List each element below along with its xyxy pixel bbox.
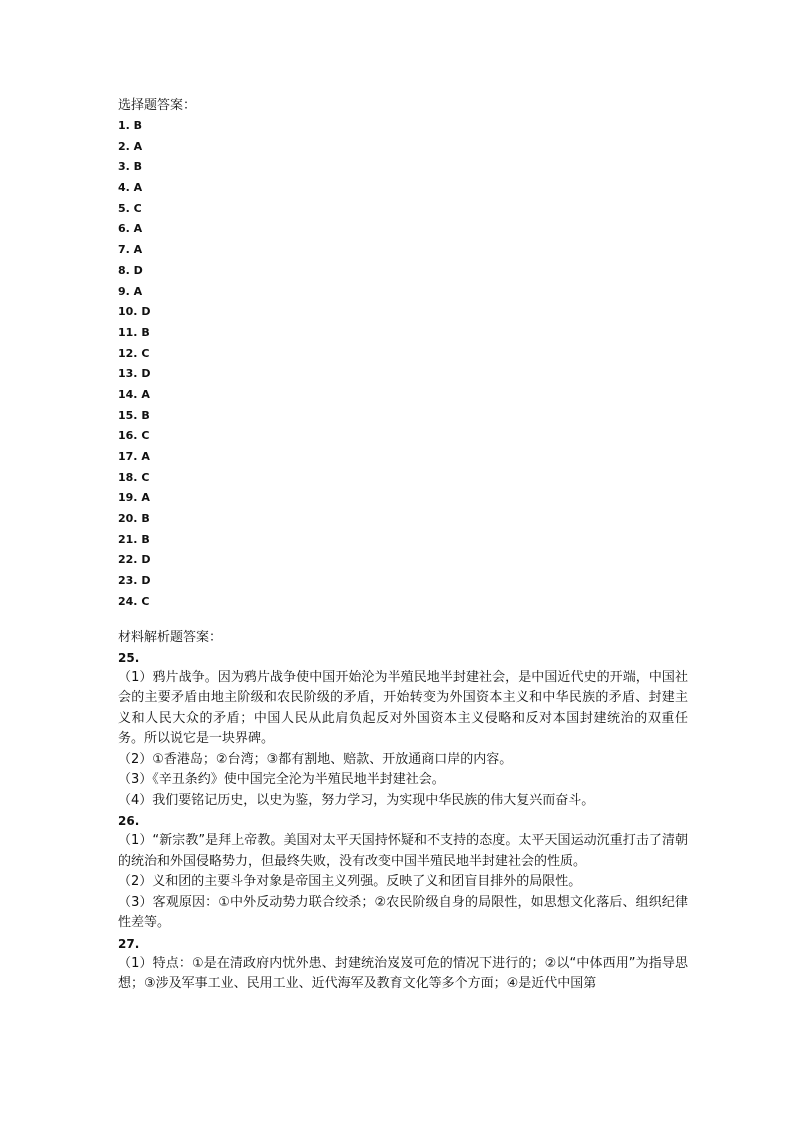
answer-item: 22. D <box>118 553 151 567</box>
answer-item: 16. C <box>118 429 150 443</box>
answer-paragraph: （4）我们要铭记历史，以史为鉴，努力学习，为实现中华民族的伟大复兴而奋斗。 <box>118 792 595 808</box>
question-number: 27. <box>118 936 140 951</box>
material-answers-heading: 材料解析题答案： <box>118 629 223 645</box>
answer-item: 17. A <box>118 450 150 463</box>
answer-item: 12. C <box>118 346 150 360</box>
mc-answers-heading: 选择题答案： <box>118 98 197 113</box>
answer-item: 24. C <box>118 594 150 608</box>
section-gap <box>118 613 688 628</box>
question-number: 26. <box>118 814 140 828</box>
answer-paragraph: （1）鸦片战争。因为鸦片战争使中国开始沦为半殖民地半封建社会，是中国近代史的开端，中国社会的主要矛盾由地主阶级和农民阶级的矛盾，开始转变为外国资本主义和中华民族的矛盾、封建主义和人民大众的矛盾；中国人民从此肩负起反对外国资本主义侵略和反对本国封建统治的双重任务。所以说它是一块界碑。 <box>118 669 688 746</box>
answer-item: 9. A <box>118 284 143 298</box>
answer-item: 4. A <box>118 181 143 195</box>
question-number: 25. <box>118 650 140 665</box>
answer-item: 3. B <box>118 160 143 174</box>
answer-item: 6. A <box>118 222 143 236</box>
answer-item: 10. D <box>118 305 151 319</box>
answer-item: 21. B <box>118 532 150 546</box>
answer-item: 11. B <box>118 325 150 339</box>
material-question-list <box>118 648 688 995</box>
answer-item: 20. B <box>118 512 150 526</box>
answer-item: 14. A <box>118 387 150 401</box>
answer-paragraph: （1）特点：①是在清政府内忧外患、封建统治岌岌可危的情况下进行的；②以“中体西用”为指导思想；③涉及军事工业、民用工业、近代海军及教育文化等多个方面；④是近代中国第 <box>118 955 688 991</box>
mc-answer-list <box>118 116 688 613</box>
answer-item: 8. D <box>118 263 143 277</box>
answer-item: 5. C <box>118 201 142 215</box>
answer-paragraph: （3）《辛丑条约》使中国完全沦为半殖民地半封建社会。 <box>118 772 445 787</box>
answer-paragraph: （2）①香港岛；②台湾；③都有割地、赔款、开放通商口岸的内容。 <box>118 751 513 767</box>
answer-paragraph: （3）客观原因：①中外反动势力联合绞杀；②农民阶级自身的局限性，如思想文化落后、组织纪律性差等。 <box>118 894 688 930</box>
answer-document <box>118 96 688 995</box>
answer-paragraph: （1）“新宗教”是拜上帝教。美国对太平天国持怀疑和不支持的态度。太平天国运动沉重打击了清朝的统治和外国侵略势力，但最终失败，没有改变中国半殖民地半封建社会的性质。 <box>118 833 688 869</box>
answer-item: 23. D <box>118 574 151 588</box>
answer-item: 18. C <box>118 470 150 484</box>
answer-item: 1. B <box>118 119 143 132</box>
answer-item: 7. A <box>118 243 143 257</box>
answer-paragraph: （2）义和团的主要斗争对象是帝国主义列强。反映了义和团盲目排外的局限性。 <box>118 874 582 889</box>
answer-item: 15. B <box>118 408 150 422</box>
answer-item: 13. D <box>118 367 151 381</box>
answer-item: 2. A <box>118 139 143 153</box>
answer-item: 19. A <box>118 491 150 505</box>
